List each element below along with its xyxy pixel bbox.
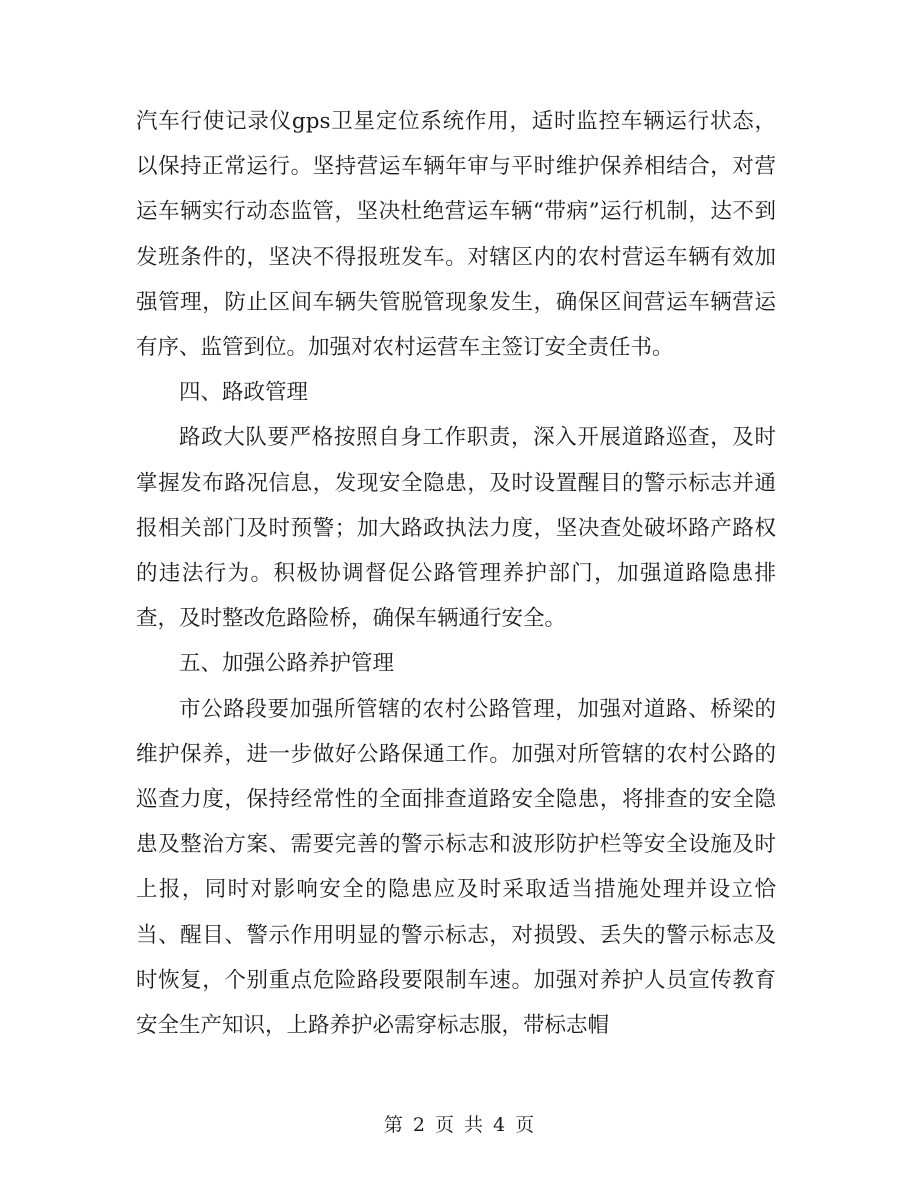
paragraph-road-maintenance: 市公路段要加强所管辖的农村公路管理，加强对道路、桥梁的维护保养，进一步做好公路保通工作。加强对所管辖的农村公路的巡查力度，保持经常性的全面排查道路安全隐患，将排查的安全隐患及整治方案、需要完善的警示标志和波形防护栏等安全设施及时上报，同时对影响安全的隐患应及时采取适当措施处理并设立恰当、醒目、警示作用明显的警示标志，对损毁、丢失的警示标志及时恢复，个别重点危险路段要限制车速。加强对养护人员宣传教育安全生产知识，上路养护必需穿标志服，带标志帽 [136,696,776,1039]
section-heading-road-maintenance: 五、加强公路养护管理 [179,651,395,677]
paragraph-road-administration: 路政大队要严格按照自身工作职责，深入开展道路巡查，及时掌握发布路况信息，发现安全隐患，及时设置醒目的警示标志并通报相关部门及时预警；加大路政执法力度，坚决查处破坏路产路权的违法行为。积极协调督促公路管理养护部门，加强道路隐患排查，及时整改危路险桥，确保车辆通行安全。 [136,425,776,632]
section-heading-road-administration: 四、路政管理 [179,380,309,406]
document-body [136,99,776,1048]
paragraph-continued: 汽车行使记录仪gps卫星定位系统作用，适时监控车辆运行状态，以保持正常运行。坚持营运车辆年审与平时维护保养相结合，对营运车辆实行动态监管，坚决杜绝营运车辆“带病”运行机制，达不到发班条件的，坚决不得报班发车。对辖区内的农村营运车辆有效加强管理，防止区间车辆失管脱管现象发生，确保区间营运车辆营运有序、监管到位。加强对农村运营车主签订安全责任书。 [136,109,776,361]
page-number-footer: 第 2 页 共 4 页 [383,1114,537,1136]
